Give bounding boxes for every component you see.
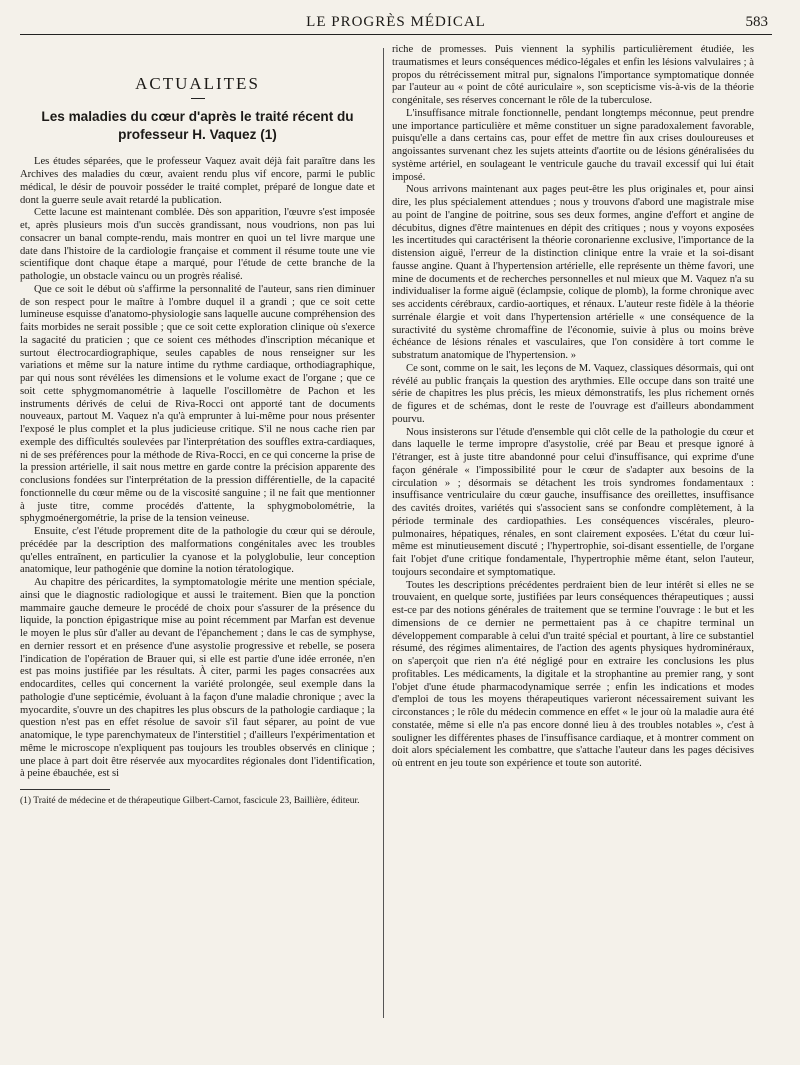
column-divider [383, 48, 384, 1018]
title-dash-divider [191, 98, 205, 100]
left-column [20, 44, 375, 1025]
right-paragraph-6: Toutes les descriptions précédentes perdraient bien de leur intérêt si elles ne se trouvaient, en quelque sorte, justifiées par leurs conséquences thérapeutiques ; aussi est-ce par des notions générales de traitement que se termine l'ouvrage : le but et les dimensions de ce dernier ne permettaient pas à ce chapitre terminal un développement comparable à celui d'un traité spécial et pourtant, à lire ce substantiel résumé, des régimes alimentaires, de l'action des agents physiques hydrominéraux, on s'aperçoit que rien n'a été négligé pour en extraire les conclusions les plus profitables. Les médicaments, la digitale et la strophantine au premier rang, y sont l'objet d'une étude pharmacodynamique serrée ; enfin les indications et modes d'emploi de tous les moyens thérapeutiques varieront nécessairement suivant les circonstances ; le rôle du médecin commence en effet « le jour où la maladie aura été constatée, même si elle n'a pas encore donné lieu à des troubles notables », c'est à souligner les différentes phases de l'insuffisance cardiaque, et à montrer comment on doit alors spécialement les combattre, que s'attache l'auteur dans les pages décisives où entrent en jeu toute son expérience et toute son autorité. [392, 579, 754, 769]
footnote: (1) Traité de médecine et de thérapeutique Gilbert-Carnot, fascicule 23, Baillière, éditeur. [20, 796, 360, 806]
right-column [392, 44, 754, 1025]
right-paragraph-4: Ce sont, comme on le sait, les leçons de M. Vaquez, classiques désormais, qui ont révélé au public français la question des arythmies. Elle occupe dans son traité une série de chapitres les plus précis, les mieux démonstratifs, les plus richement ornés de figures et de schémas, dont le reste de l'ouvrage est d'ailleurs abondamment pourvu. [392, 362, 754, 425]
article-title: Les maladies du cœur d'après le traité récent du professeur H. Vaquez (1) [41, 109, 354, 143]
right-paragraph-3: Nous arrivons maintenant aux pages peut-être les plus originales et, pour ainsi dire, les plus spécialement attendues ; nous y trouvons d'abord une magistrale mise au point de l'angine de poitrine, sous ses deux formes, angine d'effort et angine de décubitus, dignes d'être maintenues en dépit des critiques ; nous y voyons exposées les incertitudes qui caractérisent la théorie coronarienne exclusive, l'importance de la distension aiguë, l'erreur de la distinction clinique entre la vraie et la soi-disant fausse angine. Quant à l'hypertension artérielle, elle représente un thème favori, une mine de documents et de recherches personnelles et nul mieux que M. Vaquez n'a su individualiser la forme aiguë (éclampsie, colique de plomb), la forme chronique avec ses accidents cérébraux, cardio-aortiques, et rénaux. L'auteur reste fidèle à la théorie surrénale élargie et voit dans l'hypertension artérielle « une conséquence de la suractivité du système chromaffine de l'économie, suivie à plus ou moins brève échéance de lésions rénales et vasculaires, que l'on considère à tort comme le substratum anatomique de l'hypertension. » [392, 184, 754, 361]
running-title: LE PROGRÈS MÉDICAL [306, 14, 486, 30]
page-header [20, 12, 772, 35]
right-paragraph-5: Nous insisterons sur l'étude d'ensemble qui clôt celle de la pathologie du cœur et dans laquelle le terme impropre d'asystolie, créé par Beau et presque ignoré à l'étranger, est à juste titre abandonné pour celui d'insuffisance, qui exprime d'une façon générale « l'impossibilité pour le cœur de s'adapter aux besoins de la circulation » ; désormais se détachent les trois syndromes fondamentaux : insuffisance ventriculaire du cœur gauche, insuffisance des oreillettes, insuffisance des cavités droites, variétés qui s'associent sans se confondre complètement, à la période terminale des cardiopathies. Les conséquences viscérales, pleuro-pulmonaires, hépatiques, rénales, en sont clairement exposées. L'état du cœur lui-même est minutieusement discuté ; l'hypertrophie, soi-disant essentielle, de l'organe fait l'objet d'une critique fondamentale, l'hypertrophie même étant, selon l'auteur, toujours secondaire et symptomatique. [392, 426, 754, 578]
left-paragraph-3: Que ce soit le début où s'affirme la personnalité de l'auteur, sans rien diminuer de son respect pour le maître à l'ombre duquel il a grandi ; que ce soit cette lumineuse esquisse d'anatomo-physiologie sans laquelle aucune compréhension des faits morbides ne serait possible ; que ce soit cette exploration clinique où s'exerce la sagacité du praticien ; que ce soient ces méthodes d'inscription mécanique et surtout électrocardiographique, seules capables de nous renseigner sur les variations et même sur la nature intime du rythme cardiaque, orthodiagraphique, par qui nous sont révélées les dimensions et le volume exact de l'organe ; que ce soit cette sphygmomanométrie à laquelle l'oscillomètre de Pachon et les instruments dérivés de celui de Riva-Rocci ont apporté tant de documents nouveaux, partout M. Vaquez n'a qu'à emprunter à lui-même pour nous présenter l'exposé le plus complet et la plus judicieuse critique. S'il ne nous cache rien par exemple des difficultés soulevées par l'interprétation des souffles extra-cardiaques, ni de ses préférences pour la méthode de Riva-Rocci, en ce qui concerne la prise de la pression artérielle, il sait nous mettre en garde contre la précision apparente des conclusions fondées sur l'interprétation de la pression différentielle, de la capacité fonctionnelle du cœur même ou de la viscosité sanguine ; il ne fait que mentionner à juste titre, comme procédés d'attente, la sphygmobolométrie, la sphygmoénergométrie, la prise de la tension veineuse. [20, 283, 375, 525]
page-number: 583 [745, 14, 768, 30]
section-label: ACTUALITES [135, 74, 260, 93]
right-paragraph-2: L'insuffisance mitrale fonctionnelle, pendant longtemps méconnue, peut prendre une importance particulière et même constituer un signe paradoxalement favorable, puisqu'elle a dans certains cas, pour effet de mettre fin aux crises douloureuses et angoissantes survenant chez les sujets atteints d'aortite ou de lésions généralisées du système artériel, en soulageant le ventricule gauche du travail excessif qui lui était imposé. [392, 107, 754, 183]
left-paragraph-4: Ensuite, c'est l'étude proprement dite de la pathologie du cœur qui se déroule, précédée par la description des malformations congénitales avec les troubles qu'elles entraînent, en particulier la cyanose et la polyglobulie, leur conception anatomique, leur pathogénie que domine la notion tératologique. [20, 526, 375, 576]
left-paragraph-5: Au chapitre des péricardites, la symptomatologie mérite une mention spéciale, ainsi que le diagnostic radiologique et aussi le traitement. Bien que la ponction mammaire gauche demeure le procédé de choix pour s'assurer de la présence du liquide, la ponction épigastrique mise au point récemment par Marfan est devenue le moyen le plus sûr d'aller au devant de l'épanchement ; dans le cas de symphyse, en dernier ressort et en présence d'une asystolie progressive et rebelle, se posera l'indication de l'opération de Brauer qui, si elle est partie d'une idée erronée, n'en est pas moins justifiée par les résultats. À citer, parmi les pages consacrées aux endocardites, celles qui concernent la variété prolongée, seul exemple dans la pathologie d'une septicémie, évoluant à la façon d'une maladie chronique ; avec la myocardite, s'ouvre un des chapitres les plus obscurs de la pathologie cardiaque ; la question n'est pas en effet résolue de savoir s'il faut séparer, au point de vue anatomique, le type parenchymateux de l'interstitiel ; d'ailleurs l'expérimentation et même le microscope n'expliquent pas toujours les troubles observés en clinique ; une place à part doit être réservée aux myocardites régionales dont l'identification, à peine ébauchée, est si [20, 577, 375, 780]
left-paragraph-1: Les études séparées, que le professeur Vaquez avait déjà fait paraître dans les Archives des maladies du cœur, avaient rendu plus vif encore, parmi le public médical, le désir de pouvoir posséder le traité complet, préparé de longue date et dont la guerre seule avait retardé la publication. [20, 156, 375, 206]
right-paragraph-1: riche de promesses. Puis viennent la syphilis particulièrement étudiée, les traumatismes et leurs conséquences médico-légales et enfin les lésions valvulaires ; à propos du rétrécissement mitral pur, signalons l'importance symptomatique donnée par l'auteur au « point de côté auriculaire », son scepticisme vis-à-vis de la théorie congénitale, ses réserves concernant le rôle de la tuberculose. [392, 44, 754, 106]
left-paragraph-2: Cette lacune est maintenant comblée. Dès son apparition, l'œuvre s'est imposée et, après plusieurs mois d'un succès grandissant, nous voudrions, non pas lui consacrer un banal compte-rendu, mais montrer en quoi un tel livre marque une date dans l'histoire de la cardiologie française et comment il résume toute une vie scientifique dont chaque étape a marqué, pour l'étude de cette branche de la pathologie, un obstacle vaincu ou un progrès réalisé. [20, 207, 375, 282]
footnote-divider [20, 789, 110, 790]
